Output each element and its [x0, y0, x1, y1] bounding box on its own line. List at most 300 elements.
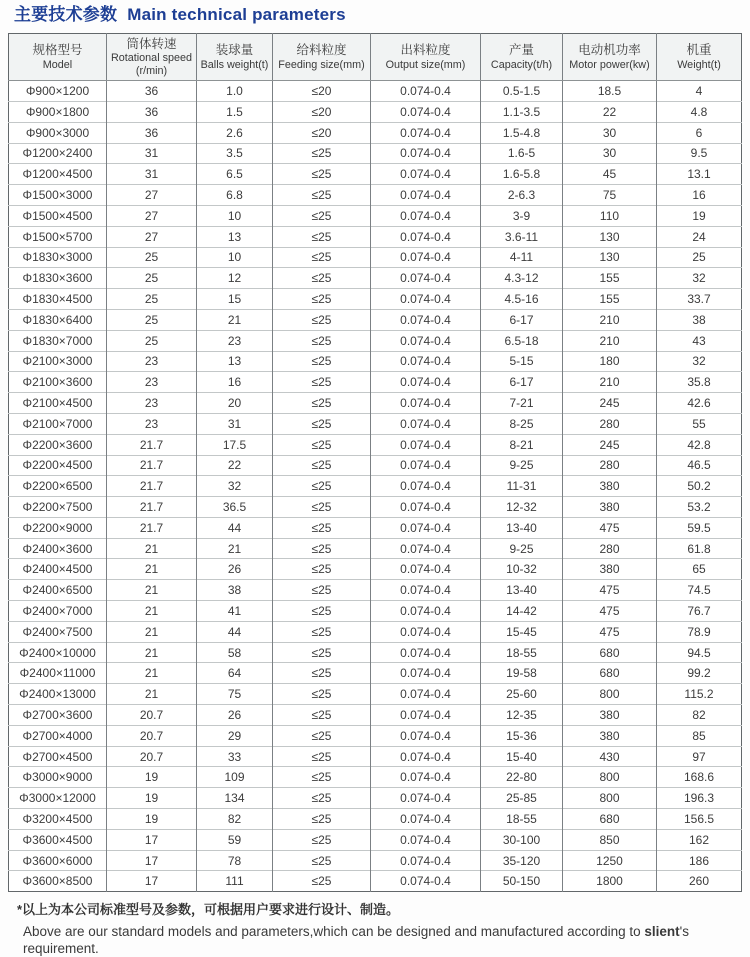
table-row [9, 309, 742, 330]
model-cell: Φ2400×4500 [9, 559, 107, 580]
table-row [9, 746, 742, 767]
value-cell: 2-6.3 [481, 185, 563, 206]
value-cell: 20.7 [107, 705, 197, 726]
value-cell: ≤25 [273, 871, 371, 892]
value-cell: 0.074-0.4 [371, 351, 481, 372]
table-row [9, 247, 742, 268]
value-cell: 25 [657, 247, 742, 268]
table-row [9, 289, 742, 310]
model-cell: Φ2200×4500 [9, 455, 107, 476]
model-cell: Φ1200×2400 [9, 143, 107, 164]
value-cell: 280 [563, 455, 657, 476]
footnote [17, 901, 741, 957]
value-cell: 1800 [563, 871, 657, 892]
value-cell: 0.074-0.4 [371, 226, 481, 247]
value-cell: ≤25 [273, 226, 371, 247]
value-cell: ≤25 [273, 351, 371, 372]
value-cell: 0.074-0.4 [371, 809, 481, 830]
table-row [9, 580, 742, 601]
value-cell: 19-58 [481, 663, 563, 684]
value-cell: 78.9 [657, 621, 742, 642]
value-cell: 7-21 [481, 393, 563, 414]
value-cell: 82 [657, 705, 742, 726]
table-row [9, 205, 742, 226]
value-cell: 0.074-0.4 [371, 164, 481, 185]
value-cell: 25 [107, 309, 197, 330]
value-cell: 14-42 [481, 601, 563, 622]
value-cell: 8-21 [481, 434, 563, 455]
value-cell: 36.5 [197, 497, 273, 518]
value-cell: 25 [107, 289, 197, 310]
value-cell: 0.074-0.4 [371, 268, 481, 289]
value-cell: 0.074-0.4 [371, 122, 481, 143]
value-cell: ≤25 [273, 247, 371, 268]
value-cell: 0.074-0.4 [371, 725, 481, 746]
value-cell: 30-100 [481, 829, 563, 850]
value-cell: ≤25 [273, 330, 371, 351]
page-title-chinese: 主要技术参数 [14, 5, 118, 24]
value-cell: 42.6 [657, 393, 742, 414]
model-cell: Φ3200×4500 [9, 809, 107, 830]
value-cell: 19 [107, 788, 197, 809]
value-cell: 30 [563, 143, 657, 164]
column-header [481, 34, 563, 81]
model-cell: Φ900×1800 [9, 101, 107, 122]
value-cell: 4.8 [657, 101, 742, 122]
value-cell: ≤25 [273, 143, 371, 164]
value-cell: 280 [563, 538, 657, 559]
column-header-english: Weight(t) [677, 58, 721, 71]
value-cell: 58 [197, 642, 273, 663]
column-header-english: (r/min) [135, 65, 168, 78]
value-cell: 94.5 [657, 642, 742, 663]
value-cell: 23 [107, 372, 197, 393]
model-cell: Φ2100×4500 [9, 393, 107, 414]
value-cell: 680 [563, 663, 657, 684]
value-cell: 680 [563, 809, 657, 830]
value-cell: 680 [563, 642, 657, 663]
model-cell: Φ2100×3600 [9, 372, 107, 393]
model-cell: Φ2200×9000 [9, 517, 107, 538]
value-cell: ≤25 [273, 767, 371, 788]
value-cell: 42.8 [657, 434, 742, 455]
value-cell: 21 [107, 580, 197, 601]
value-cell: 50-150 [481, 871, 563, 892]
footnote-english-text: Above are our standard models and parameters,which can be designed and manufactured according to [23, 924, 645, 940]
value-cell: 21.7 [107, 455, 197, 476]
footnote-english-suffix: 's requirement. [23, 924, 689, 957]
value-cell: 13-40 [481, 580, 563, 601]
value-cell: 186 [657, 850, 742, 871]
value-cell: 0.074-0.4 [371, 205, 481, 226]
table-row [9, 850, 742, 871]
value-cell: ≤25 [273, 809, 371, 830]
value-cell: 36 [107, 81, 197, 102]
value-cell: 4 [657, 81, 742, 102]
value-cell: 800 [563, 684, 657, 705]
value-cell: 0.5-1.5 [481, 81, 563, 102]
value-cell: 6.5-18 [481, 330, 563, 351]
value-cell: 1.5 [197, 101, 273, 122]
value-cell: ≤25 [273, 517, 371, 538]
value-cell: ≤20 [273, 81, 371, 102]
table-header [9, 34, 742, 81]
value-cell: 3.5 [197, 143, 273, 164]
value-cell: ≤25 [273, 705, 371, 726]
value-cell: 35-120 [481, 850, 563, 871]
value-cell: ≤25 [273, 788, 371, 809]
model-cell: Φ2400×6500 [9, 580, 107, 601]
table-row [9, 663, 742, 684]
model-cell: Φ900×3000 [9, 122, 107, 143]
value-cell: 45 [563, 164, 657, 185]
footnote-chinese: *以上为本公司标准型号及参数，可根据用户要求进行设计、制造。 [17, 902, 400, 918]
value-cell: 0.074-0.4 [371, 143, 481, 164]
value-cell: 20.7 [107, 746, 197, 767]
value-cell: 21 [197, 538, 273, 559]
table-row [9, 455, 742, 476]
value-cell: 0.074-0.4 [371, 601, 481, 622]
column-header [273, 34, 371, 81]
value-cell: 800 [563, 767, 657, 788]
value-cell: 1.6-5.8 [481, 164, 563, 185]
value-cell: 2.6 [197, 122, 273, 143]
table-row [9, 101, 742, 122]
value-cell: 0.074-0.4 [371, 538, 481, 559]
table-row [9, 517, 742, 538]
value-cell: 260 [657, 871, 742, 892]
value-cell: 17 [107, 850, 197, 871]
value-cell: 24 [657, 226, 742, 247]
model-cell: Φ2400×11000 [9, 663, 107, 684]
value-cell: 0.074-0.4 [371, 684, 481, 705]
value-cell: 111 [197, 871, 273, 892]
value-cell: 23 [107, 393, 197, 414]
value-cell: 26 [197, 559, 273, 580]
value-cell: 17 [107, 871, 197, 892]
model-cell: Φ2700×4500 [9, 746, 107, 767]
value-cell: 16 [657, 185, 742, 206]
value-cell: 475 [563, 517, 657, 538]
column-header-english: Model [42, 58, 73, 71]
table-row [9, 268, 742, 289]
value-cell: 280 [563, 413, 657, 434]
value-cell: 38 [657, 309, 742, 330]
value-cell: 33 [197, 746, 273, 767]
value-cell: 23 [107, 351, 197, 372]
model-cell: Φ3600×8500 [9, 871, 107, 892]
value-cell: 17 [107, 829, 197, 850]
value-cell: 3-9 [481, 205, 563, 226]
value-cell: 33.7 [657, 289, 742, 310]
value-cell: 22-80 [481, 767, 563, 788]
model-cell: Φ900×1200 [9, 81, 107, 102]
value-cell: ≤25 [273, 413, 371, 434]
column-header-chinese: 装球量 [215, 43, 254, 58]
table-row [9, 642, 742, 663]
value-cell: 115.2 [657, 684, 742, 705]
value-cell: 64 [197, 663, 273, 684]
model-cell: Φ1830×4500 [9, 289, 107, 310]
value-cell: 134 [197, 788, 273, 809]
value-cell: 59 [197, 829, 273, 850]
value-cell: 27 [107, 205, 197, 226]
table-row [9, 351, 742, 372]
value-cell: 13 [197, 226, 273, 247]
value-cell: 430 [563, 746, 657, 767]
column-header-chinese: 电动机功率 [578, 43, 641, 58]
value-cell: ≤25 [273, 372, 371, 393]
value-cell: 162 [657, 829, 742, 850]
table-row [9, 434, 742, 455]
model-cell: Φ2200×3600 [9, 434, 107, 455]
value-cell: 0.074-0.4 [371, 767, 481, 788]
value-cell: 10 [197, 247, 273, 268]
model-cell: Φ1200×4500 [9, 164, 107, 185]
value-cell: ≤25 [273, 663, 371, 684]
value-cell: ≤25 [273, 205, 371, 226]
value-cell: 0.074-0.4 [371, 559, 481, 580]
value-cell: 26 [197, 705, 273, 726]
value-cell: 6 [657, 122, 742, 143]
column-header-chinese: 出料粒度 [400, 43, 451, 58]
table-row [9, 330, 742, 351]
column-header [197, 34, 273, 81]
value-cell: ≤25 [273, 497, 371, 518]
value-cell: 30 [563, 122, 657, 143]
table-row [9, 226, 742, 247]
table-row [9, 164, 742, 185]
value-cell: 1.6-5 [481, 143, 563, 164]
value-cell: 32 [197, 476, 273, 497]
value-cell: 380 [563, 705, 657, 726]
value-cell: 1.0 [197, 81, 273, 102]
value-cell: 21 [107, 559, 197, 580]
table-row [9, 372, 742, 393]
value-cell: 22 [197, 455, 273, 476]
value-cell: 32 [657, 268, 742, 289]
value-cell: 109 [197, 767, 273, 788]
model-cell: Φ2700×4000 [9, 725, 107, 746]
value-cell: 21.7 [107, 476, 197, 497]
value-cell: 18.5 [563, 81, 657, 102]
model-cell: Φ1830×6400 [9, 309, 107, 330]
table-row [9, 413, 742, 434]
value-cell: 156.5 [657, 809, 742, 830]
value-cell: 21 [107, 601, 197, 622]
value-cell: ≤25 [273, 185, 371, 206]
value-cell: 21 [107, 684, 197, 705]
value-cell: 0.074-0.4 [371, 850, 481, 871]
value-cell: 0.074-0.4 [371, 497, 481, 518]
value-cell: 6.5 [197, 164, 273, 185]
value-cell: 210 [563, 309, 657, 330]
value-cell: 0.074-0.4 [371, 434, 481, 455]
value-cell: 31 [107, 143, 197, 164]
value-cell: ≤20 [273, 101, 371, 122]
value-cell: ≤25 [273, 746, 371, 767]
value-cell: ≤25 [273, 393, 371, 414]
table-row [9, 497, 742, 518]
model-cell: Φ2700×3600 [9, 705, 107, 726]
value-cell: 4.5-16 [481, 289, 563, 310]
model-cell: Φ2200×7500 [9, 497, 107, 518]
model-cell: Φ1830×7000 [9, 330, 107, 351]
value-cell: 12-35 [481, 705, 563, 726]
value-cell: 155 [563, 289, 657, 310]
value-cell: 59.5 [657, 517, 742, 538]
table-row [9, 788, 742, 809]
value-cell: 23 [107, 413, 197, 434]
value-cell: 21 [107, 621, 197, 642]
footnote-english [23, 923, 741, 957]
column-header [657, 34, 742, 81]
table-row [9, 185, 742, 206]
value-cell: ≤25 [273, 725, 371, 746]
value-cell: ≤25 [273, 559, 371, 580]
value-cell: 0.074-0.4 [371, 330, 481, 351]
value-cell: 97 [657, 746, 742, 767]
value-cell: 11-31 [481, 476, 563, 497]
value-cell: 15 [197, 289, 273, 310]
model-cell: Φ1830×3600 [9, 268, 107, 289]
column-header [371, 34, 481, 81]
model-cell: Φ1500×5700 [9, 226, 107, 247]
value-cell: 25 [107, 268, 197, 289]
value-cell: 31 [197, 413, 273, 434]
value-cell: 21 [107, 642, 197, 663]
column-header-english: Motor power(kw) [569, 58, 650, 71]
column-header-chinese: 产量 [508, 43, 534, 58]
value-cell: 61.8 [657, 538, 742, 559]
value-cell: 0.074-0.4 [371, 621, 481, 642]
table-row [9, 621, 742, 642]
model-cell: Φ2200×6500 [9, 476, 107, 497]
value-cell: 75 [197, 684, 273, 705]
value-cell: 0.074-0.4 [371, 746, 481, 767]
column-header-english: Feeding size(mm) [278, 58, 365, 71]
footnote-english-bold-word: slient [644, 924, 680, 940]
value-cell: 43 [657, 330, 742, 351]
value-cell: ≤25 [273, 434, 371, 455]
value-cell: 21.7 [107, 497, 197, 518]
table-row [9, 725, 742, 746]
value-cell: 0.074-0.4 [371, 829, 481, 850]
value-cell: 10-32 [481, 559, 563, 580]
value-cell: 0.074-0.4 [371, 413, 481, 434]
value-cell: 6-17 [481, 309, 563, 330]
value-cell: 6.8 [197, 185, 273, 206]
value-cell: 9-25 [481, 538, 563, 559]
model-cell: Φ3000×12000 [9, 788, 107, 809]
value-cell: 130 [563, 247, 657, 268]
value-cell: 0.074-0.4 [371, 101, 481, 122]
table-row [9, 871, 742, 892]
model-cell: Φ2400×7500 [9, 621, 107, 642]
value-cell: 210 [563, 372, 657, 393]
value-cell: 15-40 [481, 746, 563, 767]
table-row [9, 476, 742, 497]
model-cell: Φ2400×10000 [9, 642, 107, 663]
value-cell: 1250 [563, 850, 657, 871]
value-cell: 155 [563, 268, 657, 289]
value-cell: 0.074-0.4 [371, 642, 481, 663]
value-cell: 380 [563, 559, 657, 580]
value-cell: 17.5 [197, 434, 273, 455]
model-cell: Φ3600×6000 [9, 850, 107, 871]
value-cell: 25 [107, 247, 197, 268]
value-cell: 0.074-0.4 [371, 309, 481, 330]
value-cell: ≤25 [273, 309, 371, 330]
value-cell: 4.3-12 [481, 268, 563, 289]
value-cell: 44 [197, 517, 273, 538]
value-cell: 21 [107, 663, 197, 684]
model-cell: Φ2400×3600 [9, 538, 107, 559]
column-header-chinese: 筒体转速 [126, 37, 177, 51]
value-cell: 475 [563, 580, 657, 601]
value-cell: 53.2 [657, 497, 742, 518]
value-cell: 27 [107, 226, 197, 247]
model-cell: Φ1500×4500 [9, 205, 107, 226]
value-cell: 44 [197, 621, 273, 642]
value-cell: 180 [563, 351, 657, 372]
value-cell: 20 [197, 393, 273, 414]
column-header-chinese: 规格型号 [32, 43, 83, 58]
value-cell: 85 [657, 725, 742, 746]
value-cell: 19 [107, 809, 197, 830]
parameters-table [8, 33, 742, 892]
value-cell: 15-45 [481, 621, 563, 642]
value-cell: 75 [563, 185, 657, 206]
value-cell: 55 [657, 413, 742, 434]
value-cell: 23 [197, 330, 273, 351]
value-cell: 110 [563, 205, 657, 226]
value-cell: 0.074-0.4 [371, 476, 481, 497]
value-cell: 29 [197, 725, 273, 746]
value-cell: ≤25 [273, 476, 371, 497]
table-row [9, 705, 742, 726]
value-cell: ≤25 [273, 621, 371, 642]
value-cell: 0.074-0.4 [371, 788, 481, 809]
column-header-chinese: 机重 [686, 43, 712, 58]
value-cell: 21.7 [107, 434, 197, 455]
value-cell: 82 [197, 809, 273, 830]
value-cell: 5-15 [481, 351, 563, 372]
column-header-english: Capacity(t/h) [490, 58, 553, 71]
value-cell: 27 [107, 185, 197, 206]
value-cell: 475 [563, 601, 657, 622]
value-cell: 0.074-0.4 [371, 705, 481, 726]
value-cell: 0.074-0.4 [371, 871, 481, 892]
value-cell: 36 [107, 101, 197, 122]
column-header [563, 34, 657, 81]
value-cell: 850 [563, 829, 657, 850]
value-cell: 25-60 [481, 684, 563, 705]
value-cell: 0.074-0.4 [371, 372, 481, 393]
value-cell: 20.7 [107, 725, 197, 746]
value-cell: 0.074-0.4 [371, 247, 481, 268]
table-body [9, 81, 742, 892]
column-header-english: Balls weight(t) [200, 58, 269, 71]
value-cell: ≤25 [273, 684, 371, 705]
value-cell: 0.074-0.4 [371, 81, 481, 102]
value-cell: 18-55 [481, 642, 563, 663]
page-title-english: Main technical parameters [127, 5, 346, 24]
value-cell: 15-36 [481, 725, 563, 746]
value-cell: ≤25 [273, 538, 371, 559]
table-row [9, 601, 742, 622]
value-cell: 0.074-0.4 [371, 289, 481, 310]
